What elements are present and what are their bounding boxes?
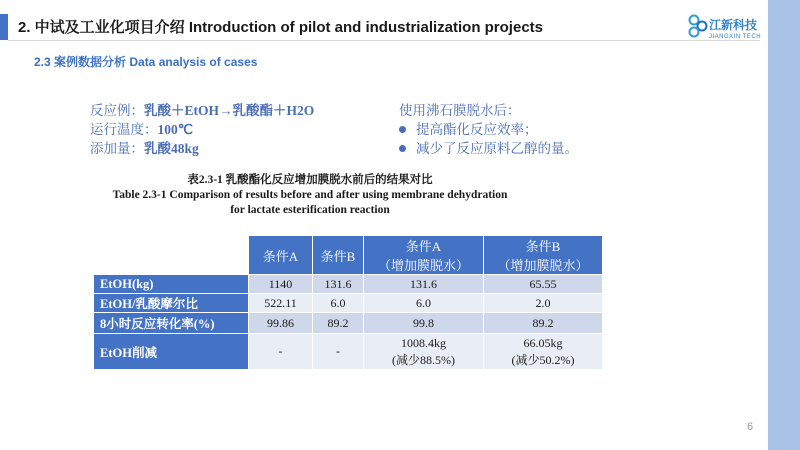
row-header: 8小时反应转化率(%) (94, 313, 249, 334)
table-caption (80, 173, 540, 218)
table-cell: 2.0 (484, 294, 603, 313)
table-cell: 6.0 (313, 294, 364, 313)
logo-mark-icon (688, 12, 708, 40)
column-header: 条件A （增加膜脱水） (364, 236, 484, 275)
slide-title: 2. 中试及工业化项目介绍 Introduction of pilot and industrialization projects (18, 19, 544, 36)
reaction-label: 反应例： (90, 103, 144, 118)
logo-text-cn: 江新科技 (709, 18, 758, 32)
section-subtitle: 2.3 案例数据分析 Data analysis of cases (34, 55, 258, 69)
dose-line (90, 139, 314, 158)
effect-item-text: 提高酯化反应效率； (416, 122, 538, 137)
title-accent-bar (0, 14, 8, 40)
temperature-label: 运行温度： (90, 122, 158, 137)
table-cell: 1008.4kg (减少88.5%) (364, 334, 484, 370)
table-cell: 66.05kg (减少50.2%) (484, 334, 603, 370)
table-row (94, 294, 603, 313)
table-cell: 1140 (249, 275, 313, 294)
column-header: 条件B (313, 236, 364, 275)
dose-label: 添加量： (90, 141, 144, 156)
page-number: 6 (747, 421, 754, 433)
bullet-icon (399, 126, 406, 133)
effects-heading: 使用沸石膜脱水后： (399, 103, 521, 118)
row-header: EtOH削减 (94, 334, 249, 370)
temperature-line (90, 120, 314, 139)
caption-en-line2: for lactate esterification reaction (230, 204, 390, 216)
table-cell: 65.55 (484, 275, 603, 294)
caption-cn: 表2.3-1 乳酸酯化反应增加膜脱水前后的结果对比 (187, 174, 433, 186)
bullet-icon (399, 145, 406, 152)
table-cell: - (313, 334, 364, 370)
table-corner-cell (94, 236, 249, 275)
table-row (94, 334, 603, 370)
company-logo (688, 12, 760, 46)
table-cell: 99.86 (249, 313, 313, 334)
temperature-value: 100℃ (157, 122, 193, 137)
row-header: EtOH(kg) (94, 275, 249, 294)
column-header: 条件B （增加膜脱水） (484, 236, 603, 275)
effect-item (399, 139, 578, 158)
caption-en-line1: Table 2.3-1 Comparison of results before and after using membrane dehydration (112, 189, 508, 201)
table-cell: 89.2 (313, 313, 364, 334)
reaction-parameters (90, 101, 314, 158)
reaction-value: 乳酸＋EtOH→乳酸酯＋H2O (144, 103, 315, 118)
table-header-row (94, 236, 603, 275)
table-cell: 99.8 (364, 313, 484, 334)
reaction-line (90, 101, 314, 120)
effect-item-text: 减少了反应原料乙醇的量。 (416, 141, 578, 156)
results-table (93, 235, 603, 370)
header-divider (8, 40, 760, 41)
logo-text-en: JIANGXIN TECH (709, 34, 762, 40)
dose-value: 乳酸48kg (144, 141, 199, 156)
table-cell: 131.6 (364, 275, 484, 294)
table-cell: - (249, 334, 313, 370)
right-decorative-band (768, 0, 800, 450)
table-cell: 522.11 (249, 294, 313, 313)
table-cell: 6.0 (364, 294, 484, 313)
dehydration-effects (399, 101, 578, 158)
table-cell: 131.6 (313, 275, 364, 294)
table-cell: 89.2 (484, 313, 603, 334)
effect-item (399, 120, 578, 139)
column-header: 条件A (249, 236, 313, 275)
row-header: EtOH/乳酸摩尔比 (94, 294, 249, 313)
table-row (94, 313, 603, 334)
table-row (94, 275, 603, 294)
